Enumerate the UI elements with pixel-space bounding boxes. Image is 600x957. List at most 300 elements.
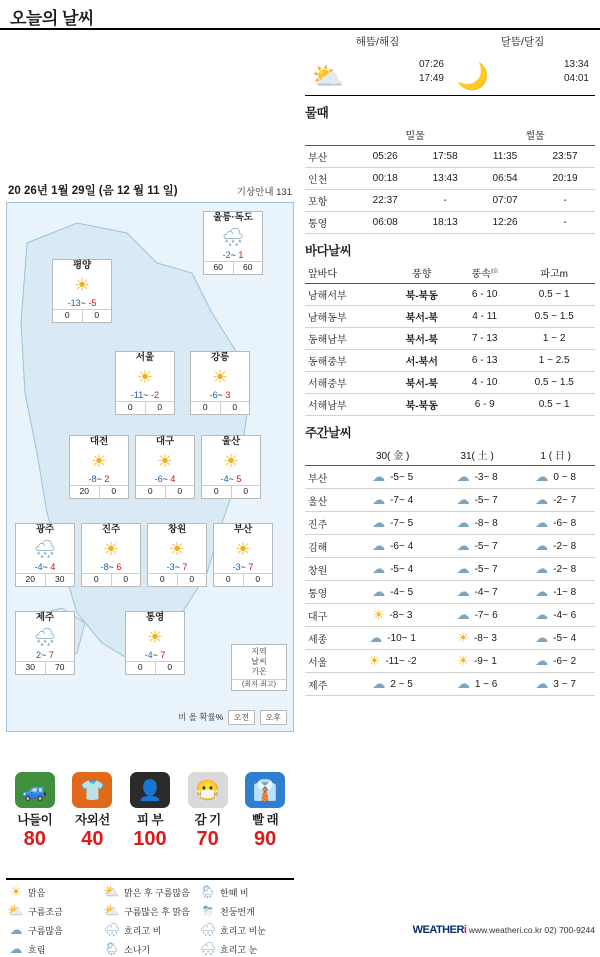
cloudy-icon: ☁ xyxy=(372,584,386,599)
weekly-header-row xyxy=(305,444,595,466)
sunny-icon: ☀ xyxy=(102,538,120,559)
map-header xyxy=(0,180,300,202)
city-rain xyxy=(16,661,74,674)
weekly-city: 세종 xyxy=(305,627,347,650)
city-rain xyxy=(82,573,140,586)
map-legend-cell xyxy=(231,644,287,691)
weekly-cell-0 xyxy=(347,581,437,604)
sunny-icon: ☀ xyxy=(222,450,240,471)
cloudy-icon: ☁ xyxy=(456,538,470,553)
weekly-city: 진주 xyxy=(305,512,347,535)
map-city-2 xyxy=(115,351,175,415)
city-name: 강릉 xyxy=(210,352,230,363)
weekly-cell-0 xyxy=(347,673,437,696)
cloudy-icon: ☁ xyxy=(456,469,470,484)
city-temp: -13~ -5 xyxy=(67,297,97,308)
symbol-legend-item-3 xyxy=(6,903,102,919)
snow-cloud-icon: 🌨 xyxy=(33,538,57,559)
cloudy-rain-icon: 🌧 xyxy=(103,922,121,937)
weekly-cell-1 xyxy=(438,650,517,673)
weekly-temp: -5~ 4 xyxy=(390,563,414,575)
map-city-11 xyxy=(15,611,75,675)
weekly-city: 대구 xyxy=(305,604,347,627)
rain-note-pm: 오후 xyxy=(260,710,287,725)
weekly-temp: -4~ 6 xyxy=(553,609,577,621)
map-city-3 xyxy=(190,351,250,415)
city-name: 울산 xyxy=(221,436,241,447)
weekly-cell-0 xyxy=(347,535,437,558)
life-index-name: 감 기 xyxy=(194,813,221,827)
weekly-cell-0 xyxy=(347,604,437,627)
weekly-cell-0 xyxy=(347,512,437,535)
weekly-cell-2 xyxy=(516,558,595,581)
sunny-icon: ☀ xyxy=(234,538,252,559)
map-city-1 xyxy=(52,259,112,323)
laundry-icon: 👔 xyxy=(245,772,285,808)
tide-flood-1: 05:26 xyxy=(355,146,415,168)
weekly-temp: -6~ 8 xyxy=(553,517,577,529)
tide-ebb-1: 06:54 xyxy=(475,168,535,190)
map-city-12 xyxy=(125,611,185,675)
weekly-temp: -7~ 4 xyxy=(390,494,414,506)
weekly-cell-2 xyxy=(516,466,595,489)
brand-logo: WEATHERi xyxy=(412,924,467,936)
weekly-temp: -5~ 7 xyxy=(474,540,498,552)
symbol-legend-item-7 xyxy=(102,922,198,938)
car-icon: 🚙 xyxy=(15,772,55,808)
cloudy-snow-icon: 🌨 xyxy=(199,941,217,956)
tide-row xyxy=(305,190,595,212)
weekly-temp: -6~ 2 xyxy=(553,655,577,667)
rain-pm: 0 xyxy=(177,486,183,497)
city-rain xyxy=(191,401,249,414)
city-rain xyxy=(204,261,262,274)
life-index-item-2 xyxy=(121,772,179,850)
sunny-icon: ☀ xyxy=(372,607,385,622)
cloudy-icon: ☁ xyxy=(535,630,549,645)
cloudy-icon: ☁ xyxy=(372,492,386,507)
rain-am: 0 xyxy=(116,402,146,414)
weekly-city: 김해 xyxy=(305,535,347,558)
weekly-cell-0 xyxy=(347,650,437,673)
left-column xyxy=(0,30,300,956)
cloudy-icon: ☁ xyxy=(456,584,470,599)
city-temp: -6~ 3 xyxy=(209,389,231,400)
weekly-cell-2 xyxy=(516,627,595,650)
weekly-city: 부산 xyxy=(305,466,347,489)
weekly-temp: -2~ 7 xyxy=(553,494,577,506)
map-city-0 xyxy=(203,211,263,275)
weekly-cell-1 xyxy=(438,466,517,489)
symbol-legend-item-6 xyxy=(6,922,102,938)
sunrise-time: 07:26 xyxy=(418,58,444,70)
tide-ebb-1: 11:35 xyxy=(475,146,535,168)
symbol-legend xyxy=(6,878,294,957)
weekly-row xyxy=(305,650,595,673)
map-city-10 xyxy=(213,523,273,587)
sea-area: 서해중부 xyxy=(305,372,387,394)
city-rain xyxy=(70,485,128,498)
cloudy-rain-snow-icon: 🌧 xyxy=(199,922,217,937)
cloudy-icon: ☁ xyxy=(535,561,549,576)
weekly-temp: -11~ -2 xyxy=(385,655,417,667)
sea-wind-speed: 6 - 13 xyxy=(456,350,513,372)
tide-flood-1: 06:08 xyxy=(355,212,415,234)
sea-wave: 0.5 ~ 1 xyxy=(513,284,595,306)
tide-flood-2: 13:43 xyxy=(415,168,475,190)
city-rain xyxy=(136,485,194,498)
moonrise-time: 13:34 xyxy=(563,58,589,70)
weekly-city: 제주 xyxy=(305,673,347,696)
sea-row xyxy=(305,284,595,306)
life-index-row xyxy=(6,772,294,850)
symbol-label: 흐리고 비눈 xyxy=(220,925,266,936)
weekly-cell-1 xyxy=(438,512,517,535)
weekly-cell-1 xyxy=(438,581,517,604)
tide-row xyxy=(305,146,595,168)
symbol-label: 흐리고 눈 xyxy=(220,944,258,955)
life-index-value: 70 xyxy=(196,828,219,850)
rain-am: 0 xyxy=(148,574,178,586)
city-temp: -2~ 1 xyxy=(222,249,244,260)
symbol-legend-item-5 xyxy=(198,903,294,919)
footer xyxy=(305,924,595,936)
sea-wind-dir: 북서-북 xyxy=(387,372,456,394)
weekly-row xyxy=(305,535,595,558)
city-name: 창원 xyxy=(167,524,187,535)
life-index-section xyxy=(6,772,294,850)
moonrise-moonset-label: 달뜸/달짐 xyxy=(500,36,545,48)
city-temp: -4~ 7 xyxy=(144,649,166,660)
cloudy-icon: ☁ xyxy=(456,607,470,622)
weekly-city: 창원 xyxy=(305,558,347,581)
symbol-legend-item-8 xyxy=(198,922,294,938)
weekly-temp: 1 ~ 6 xyxy=(474,678,498,690)
sun-cloud-icon: ⛅ xyxy=(311,61,345,91)
tide-flood-2: 17:58 xyxy=(415,146,475,168)
weekly-temp: -2~ 8 xyxy=(553,563,577,575)
tide-flood-1: 22:37 xyxy=(355,190,415,212)
sunrise-sunset-label: 해뜸/해짐 xyxy=(355,36,400,48)
map-city-6 xyxy=(201,435,261,499)
weekly-cell-1 xyxy=(438,604,517,627)
weekly-cell-1 xyxy=(438,627,517,650)
sunny-icon: ☀ xyxy=(168,538,186,559)
legend-region: 지역 xyxy=(251,647,267,657)
map-city-8 xyxy=(81,523,141,587)
symbol-label: 천둥번개 xyxy=(220,906,255,917)
rain-am: 0 xyxy=(82,574,112,586)
city-temp: 2~ 7 xyxy=(36,649,54,660)
weekly-city: 서울 xyxy=(305,650,347,673)
weekly-row xyxy=(305,604,595,627)
city-rain xyxy=(214,573,272,586)
city-rain xyxy=(148,573,206,586)
city-temp: -3~ 7 xyxy=(166,561,188,572)
tide-ebb-1: 12:26 xyxy=(475,212,535,234)
sea-wind-speed: 6 - 9 xyxy=(456,394,513,416)
rain-note-am: 오전 xyxy=(228,710,255,725)
tide-ebb-2: 23:57 xyxy=(535,146,595,168)
map-date: 20 26년 1월 29일 (음 12 월 11 일) xyxy=(8,185,178,197)
uv-shirt-icon: 👕 xyxy=(72,772,112,808)
weekly-day-2: 1 ( 日 ) xyxy=(516,444,595,466)
right-column xyxy=(305,34,595,696)
symbol-legend-item-1 xyxy=(102,884,198,900)
weekly-row xyxy=(305,673,595,696)
life-index-name: 자외선 xyxy=(75,813,110,827)
rain-am: 20 xyxy=(16,574,46,586)
tide-head-blank xyxy=(305,124,355,146)
moonrise-moonset xyxy=(450,34,595,89)
map-city-5 xyxy=(135,435,195,499)
sea-row xyxy=(305,328,595,350)
life-index-value: 90 xyxy=(254,828,277,850)
partly-cloudy-icon: ⛅ xyxy=(7,903,25,918)
city-temp: -11~ -2 xyxy=(130,389,160,400)
sunset-time: 17:49 xyxy=(418,73,444,84)
tide-flood-2: 18:13 xyxy=(415,212,475,234)
legend-temp: 기온 xyxy=(251,667,267,677)
snow-rain-icon: 🌨 xyxy=(221,226,245,247)
weekly-cell-0 xyxy=(347,489,437,512)
tide-city: 인천 xyxy=(305,168,355,190)
weekly-cell-0 xyxy=(347,466,437,489)
sea-wind-speed: 7 - 13 xyxy=(456,328,513,350)
sunny-icon: ☀ xyxy=(10,884,22,899)
rain-am: 0 xyxy=(126,662,156,674)
symbol-label: 구름많은 후 맑음 xyxy=(124,906,190,917)
cloudy-icon: ☁ xyxy=(372,561,386,576)
weekly-temp: -5~ 4 xyxy=(553,632,577,644)
cloudy-icon: ☁ xyxy=(535,653,549,668)
weekly-day-0: 30( 金 ) xyxy=(347,444,437,466)
sunny-icon: ☀ xyxy=(457,630,469,645)
mask-icon: 😷 xyxy=(188,772,228,808)
cloudy-icon: ☁ xyxy=(535,492,549,507)
sun-then-cloudy-icon: ⛅ xyxy=(103,884,121,899)
symbol-label: 구름많음 xyxy=(28,925,63,936)
weekly-cell-1 xyxy=(438,673,517,696)
cloudy-icon: ☁ xyxy=(456,561,470,576)
city-temp: -8~ 2 xyxy=(88,473,110,484)
thunder-icon: ⛈ xyxy=(202,903,214,918)
legend-minmax: (최저·최고) xyxy=(232,679,286,690)
city-rain xyxy=(202,485,260,498)
weekly-temp: -7~ 6 xyxy=(474,609,498,621)
rain-pm: 0 xyxy=(111,486,117,497)
life-index-item-1 xyxy=(64,772,122,850)
symbol-legend-item-0 xyxy=(6,884,102,900)
city-name: 서울 xyxy=(135,352,155,363)
life-index-name: 피 부 xyxy=(136,813,164,827)
tide-head-flood: 밀물 xyxy=(355,124,475,146)
weekly-cell-0 xyxy=(347,558,437,581)
weekly-city: 통영 xyxy=(305,581,347,604)
sea-wind-dir: 북-북동 xyxy=(387,284,456,306)
occasional-rain-icon: 🌦 xyxy=(199,884,217,899)
life-index-value: 100 xyxy=(133,828,167,850)
weekly-cell-2 xyxy=(516,604,595,627)
sun-moon-block xyxy=(305,34,595,96)
weekly-temp: 0 ~ 8 xyxy=(553,471,576,483)
city-rain xyxy=(126,661,184,674)
sunny-icon: ☀ xyxy=(211,366,229,387)
life-index-item-3 xyxy=(179,772,237,850)
cloudy-icon: ☁ xyxy=(372,515,386,530)
weekly-temp: -5~ 5 xyxy=(390,471,414,483)
city-name: 통영 xyxy=(145,612,165,623)
weekly-temp: -10~ 1 xyxy=(387,632,416,644)
life-index-item-0 xyxy=(6,772,64,850)
weekly-temp: -9~ 1 xyxy=(473,655,497,667)
tide-table xyxy=(305,124,595,234)
cloudy-icon: ☁ xyxy=(372,676,386,691)
cloudy-icon: ☁ xyxy=(456,492,470,507)
sea-head-wave: 파고m xyxy=(513,262,595,284)
weekly-row xyxy=(305,627,595,650)
sea-area: 동해중부 xyxy=(305,350,387,372)
tide-header-row xyxy=(305,124,595,146)
rain-pm: 0 xyxy=(189,574,195,585)
weekly-table xyxy=(305,444,595,696)
weekly-temp: -7~ 5 xyxy=(390,517,414,529)
page-title: 오늘의 날씨 xyxy=(10,9,94,28)
rain-pm: 70 xyxy=(55,662,65,673)
city-name: 평양 xyxy=(72,260,92,271)
cloudy-then-clear-icon: ⛅ xyxy=(103,903,121,918)
map-city-4 xyxy=(69,435,129,499)
weekly-cell-1 xyxy=(438,558,517,581)
moon-icon: 🌙 xyxy=(456,61,490,91)
legend-weather: 날씨 xyxy=(251,657,267,667)
city-name: 제주 xyxy=(35,612,55,623)
life-index-item-4 xyxy=(236,772,294,850)
rain-am: 0 xyxy=(53,310,83,322)
tide-row xyxy=(305,168,595,190)
weekly-cell-2 xyxy=(516,489,595,512)
weekly-row xyxy=(305,466,595,489)
tide-city: 통영 xyxy=(305,212,355,234)
snow-cloud-icon: 🌨 xyxy=(33,626,57,647)
sea-row xyxy=(305,372,595,394)
weekly-cell-0 xyxy=(347,627,437,650)
sea-wind-dir: 북서-북 xyxy=(387,306,456,328)
sea-head-dir: 풍향 xyxy=(387,262,456,284)
city-name: 광주 xyxy=(35,524,55,535)
rain-am: 0 xyxy=(214,574,244,586)
cloudy-icon: ☁ xyxy=(456,515,470,530)
cloudy-icon: ☁ xyxy=(372,469,386,484)
rain-am: 30 xyxy=(16,662,46,674)
symbol-label: 구름조금 xyxy=(28,906,63,917)
sunny-icon: ☀ xyxy=(457,653,469,668)
sea-wind-dir: 서-북서 xyxy=(387,350,456,372)
korea-weather-map xyxy=(6,202,294,732)
sea-area: 남해동부 xyxy=(305,306,387,328)
sea-table xyxy=(305,262,595,416)
rain-probability-note xyxy=(178,710,287,725)
sea-wind-speed: 4 - 11 xyxy=(456,306,513,328)
symbol-label: 흐림 xyxy=(28,944,46,955)
weekly-cell-2 xyxy=(516,512,595,535)
city-temp: -8~ 6 xyxy=(100,561,122,572)
city-rain xyxy=(116,401,174,414)
map-city-7 xyxy=(15,523,75,587)
city-name: 대구 xyxy=(155,436,175,447)
sea-area: 동해남부 xyxy=(305,328,387,350)
sea-wind-dir: 북-북동 xyxy=(387,394,456,416)
weekly-cell-1 xyxy=(438,489,517,512)
symbol-legend-item-4 xyxy=(102,903,198,919)
rain-am: 0 xyxy=(202,486,232,498)
weekly-temp: -8~ 8 xyxy=(474,517,498,529)
sea-wave: 0.5 ~ 1.5 xyxy=(513,306,595,328)
tide-ebb-2: - xyxy=(535,212,595,234)
sea-wind-dir: 북서-북 xyxy=(387,328,456,350)
rain-pm: 0 xyxy=(255,574,261,585)
sea-row xyxy=(305,306,595,328)
tide-ebb-1: 07:07 xyxy=(475,190,535,212)
life-index-name: 나들이 xyxy=(17,813,53,827)
sea-area: 남해서부 xyxy=(305,284,387,306)
symbol-legend-item-10 xyxy=(102,941,198,957)
tide-ebb-2: 20:19 xyxy=(535,168,595,190)
tide-head-ebb: 썰물 xyxy=(475,124,595,146)
cloudy-icon: ☁ xyxy=(535,676,549,691)
weekly-temp: 3 ~ 7 xyxy=(553,678,576,690)
rain-pm: 0 xyxy=(157,402,163,413)
rain-pm: 0 xyxy=(243,486,249,497)
symbol-label: 맑음 xyxy=(28,887,46,898)
weekly-temp: 2 ~ 5 xyxy=(390,678,413,690)
sea-area: 서해남부 xyxy=(305,394,387,416)
cloudy-icon: ☁ xyxy=(535,515,549,530)
weekly-temp: -4~ 7 xyxy=(474,586,498,598)
sea-wave: 1 ~ 2.5 xyxy=(513,350,595,372)
map-guide: 기상안내 131 xyxy=(236,187,292,198)
rain-note-label: 비 올 확률% xyxy=(178,712,224,722)
weekly-row xyxy=(305,558,595,581)
symbol-legend-grid xyxy=(6,884,294,957)
cloudy-icon: ☁ xyxy=(372,538,386,553)
sea-wave: 0.5 ~ 1 xyxy=(513,394,595,416)
symbol-label: 맑은 후 구름많음 xyxy=(124,887,190,898)
sea-row xyxy=(305,394,595,416)
symbol-legend-item-11 xyxy=(198,941,294,957)
weekly-temp: -5~ 7 xyxy=(474,563,498,575)
weekly-temp: -1~ 8 xyxy=(553,586,577,598)
sea-wave: 0.5 ~ 1.5 xyxy=(513,372,595,394)
mostly-cloudy-icon: ☁ xyxy=(9,922,23,937)
sunny-icon: ☀ xyxy=(368,653,381,668)
weekly-city: 울산 xyxy=(305,489,347,512)
footer-info: www.weatheri.co.kr 02) 700-9244 xyxy=(468,925,595,935)
sea-header-row xyxy=(305,262,595,284)
sunrise-sunset xyxy=(305,34,450,89)
sunny-icon: ☀ xyxy=(156,450,174,471)
rain-pm: 0 xyxy=(94,310,100,321)
weekly-cell-1 xyxy=(438,535,517,558)
sunny-icon: ☀ xyxy=(90,450,108,471)
city-temp: -4~ 5 xyxy=(220,473,242,484)
city-name: 대전 xyxy=(89,436,109,447)
cloudy-icon: ☁ xyxy=(535,469,549,484)
weekly-row xyxy=(305,489,595,512)
sea-wave: 1 ~ 2 xyxy=(513,328,595,350)
rain-pm: 60 xyxy=(243,262,253,273)
rain-pm: 0 xyxy=(167,662,173,673)
